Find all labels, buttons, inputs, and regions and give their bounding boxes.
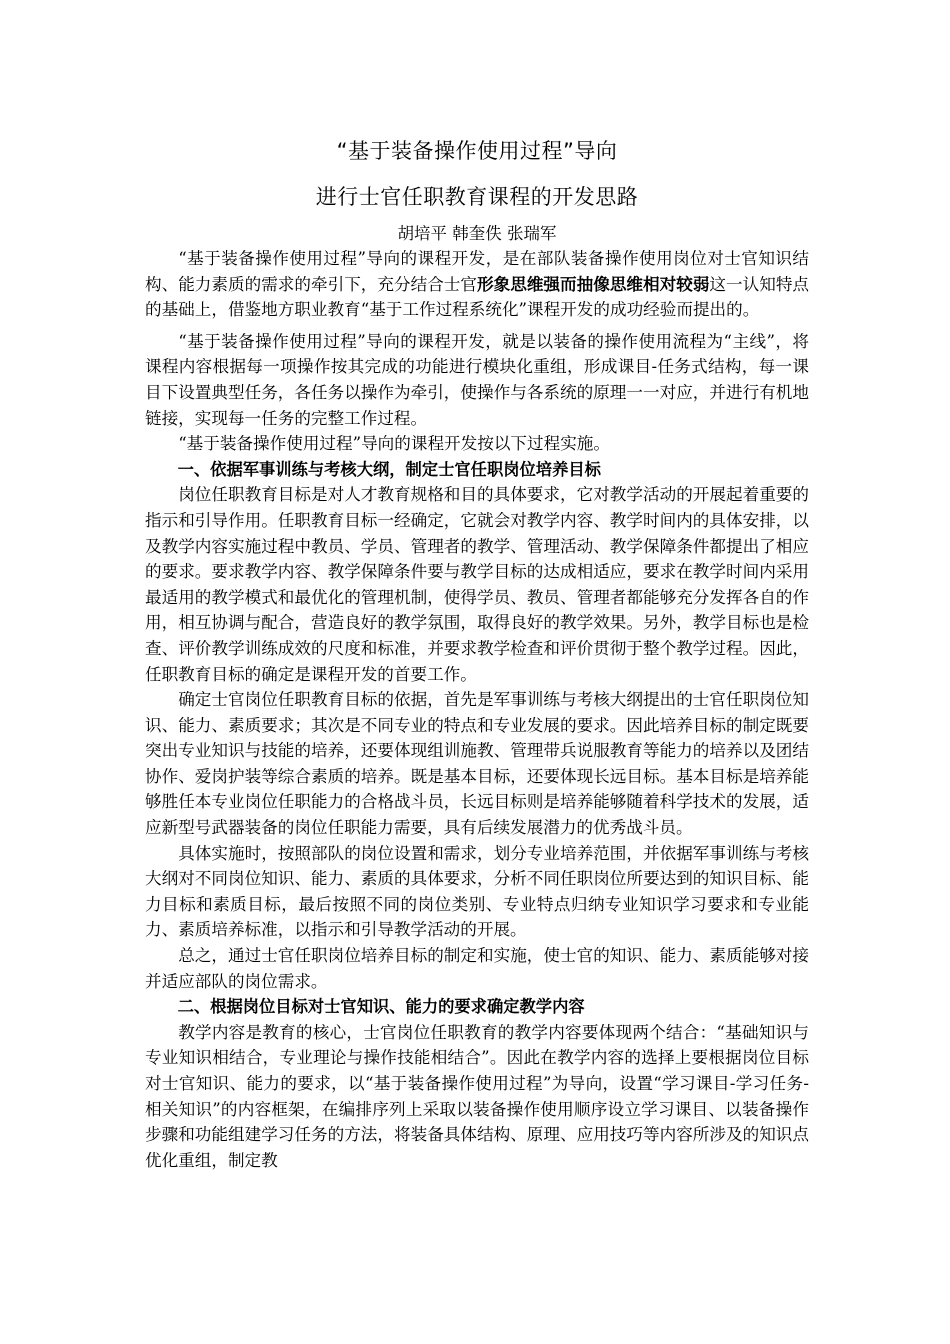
title-line-2: 进行士官任职教育课程的开发思路 bbox=[315, 185, 639, 209]
section-1-paragraph-1: 岗位任职教育目标是对人才教育规格和目的具体要求，它对教学活动的开展起着重要的指示和引导作用。任职教育目标一经确定，它就会对教学内容、教学时间内的具体安排，以及教学内容实施过程中教员、学员、管理者的教学、管理活动、教学保障条件都提出了相应的要求。要求教学内容、教学保障条件要与教学目标的达成相适应，要求在教学时间内采用最适用的教学模式和最优化的管理机制，使得学员、教员、管理者都能够充分发挥各自的作用，相互协调与配合，营造良好的教学氛围，取得良好的教学效果。另外，教学目标也是检查、评价教学训练成效的尺度和标准，并要求教学检查和评价贯彻于整个教学过程。因此，任职教育目标的确定是课程开发的首要工作。 bbox=[145, 485, 809, 684]
section-2-paragraph-1: 教学内容是教育的核心，士官岗位任职教育的教学内容要体现两个结合：“基础知识与专业知识相结合，专业理论与操作技能相结合”。因此在教学内容的选择上要根据岗位目标对士官知识、能力的要求，以“基于装备操作使用过程”为导向，设置“学习课目-学习任务-相关知识”的内容框架，在编排序列上采取以装备操作使用顺序设立学习课目、以装备操作步骤和功能组建学习任务的方法，将装备具体结构、原理、应用技巧等内容所涉及的知识点优化重组，制定教 bbox=[145, 1022, 809, 1170]
section-1-heading: 一、依据军事训练与考核大纲，制定士官任职岗位培养目标 bbox=[177, 459, 601, 479]
intro-p1-bold-text: 形象思维强而抽像思维相对较弱 bbox=[477, 274, 710, 294]
intro-paragraph-2: “基于装备操作使用过程”导向的课程开发，就是以装备的操作使用流程为“主线”，将课程内容根据每一项操作按其完成的功能进行模块化重组，形成课目-任务式结构，每一课目下设置典型任务，各任务以操作为牵引，使操作与各系统的原理一一对应，并进行有机地链接，实现每一任务的完整工作过程。 bbox=[145, 331, 809, 428]
section-2-heading: 二、根据岗位目标对士官知识、能力的要求确定教学内容 bbox=[177, 997, 585, 1017]
intro-paragraph-3: “基于装备操作使用过程”导向的课程开发按以下过程实施。 bbox=[178, 434, 610, 454]
intro-paragraph-1 bbox=[145, 246, 809, 323]
intro-p1-text-a: “基于装备操作使用过程”导向的课程开发，是在部队装备操作使用岗位对士官知识结构、能力素质的需求的牵引下，充分结合士官 bbox=[145, 249, 809, 294]
document-page bbox=[145, 128, 809, 1173]
title-line-1: “基于装备操作使用过程”导向 bbox=[336, 139, 618, 163]
section-1-paragraph-4: 总之，通过士官任职岗位培养目标的制定和实施，使士官的知识、能力、素质能够对接并适应部队的岗位需求。 bbox=[145, 946, 809, 991]
section-1-paragraph-3: 具体实施时，按照部队的岗位设置和需求，划分专业培养范围，并依据军事训练与考核大纲对不同岗位知识、能力、素质的具体要求，分析不同任职岗位所要达到的知识目标、能力目标和素质目标，最后按照不同的岗位类别、专业特点归纳专业知识学习要求和专业能力、素质培养标准，以指示和引导教学活动的开展。 bbox=[145, 843, 809, 940]
intro-p1-text-b: 这一认知特点的基础上，借鉴地方职业教育“基于工作过程系统化”课程开发的成功经验而提出的。 bbox=[145, 274, 810, 320]
authors: 胡培平 韩奎佚 张瑞军 bbox=[397, 224, 557, 243]
section-1-paragraph-2: 确定士官岗位任职教育目标的依据，首先是军事训练与考核大纲提出的士官任职岗位知识、能力、素质要求；其次是不同专业的特点和专业发展的要求。因此培养目标的制定既要突出专业知识与技能的培养，还要体现组训施教、管理带兵说服教育等能力的培养以及团结协作、爱岗护装等综合素质的培养。既是基本目标，还要体现长远目标。基本目标是培养能够胜任本专业岗位任职能力的合格战斗员，长远目标则是培养能够随着科学技术的发展，适应新型号武器装备的岗位任职能力需要，具有后续发展潜力的优秀战斗员。 bbox=[145, 690, 809, 838]
